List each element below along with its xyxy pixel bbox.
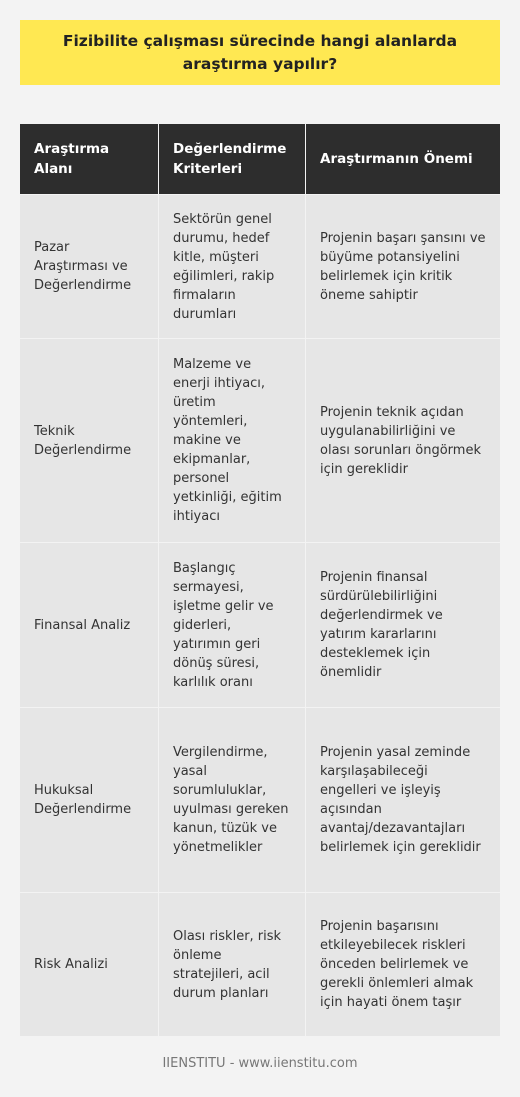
table-cell-criteria: Sektörün genel durumu, hedef kitle, müşteri eğilimleri, rakip firmaların durumları (159, 195, 306, 338)
table-cell-area: Pazar Araştırması ve Değerlendirme (20, 195, 159, 338)
table-cell-importance: Projenin başarı şansını ve büyüme potansiyelini belirlemek için kritik öneme sahiptir (306, 195, 500, 338)
header-cell-importance: Araştırmanın Önemi (306, 124, 500, 194)
table-cell-importance: Projenin başarısını etkileyebilecek riskleri önceden belirlemek ve gerekli önlemleri almak için hayati önem taşır (306, 893, 500, 1036)
table-cell-area: Teknik Değerlendirme (20, 339, 159, 542)
table-cell-criteria: Vergilendirme, yasal sorumluluklar, uyulması gereken kanun, tüzük ve yönetmelikler (159, 708, 306, 892)
research-table (20, 124, 500, 1036)
table-cell-criteria: Olası riskler, risk önleme stratejileri, acil durum planları (159, 893, 306, 1036)
table-row (20, 338, 500, 542)
table-cell-importance: Projenin finansal sürdürülebilirliğini değerlendirmek ve yatırım kararlarını desteklemek için önemlidir (306, 543, 500, 707)
table-row (20, 707, 500, 892)
table-cell-area: Risk Analizi (20, 893, 159, 1036)
table-header-row (20, 124, 500, 194)
page-title: Fizibilite çalışması sürecinde hangi alanlarda araştırma yapılır? (20, 20, 500, 85)
table-cell-area: Hukuksal Değerlendirme (20, 708, 159, 892)
table-row (20, 542, 500, 707)
header-cell-area: Araştırma Alanı (20, 124, 159, 194)
table-cell-importance: Projenin teknik açıdan uygulanabilirliğini ve olası sorunları öngörmek için gereklidir (306, 339, 500, 542)
header-cell-criteria: Değerlendirme Kriterleri (159, 124, 306, 194)
footer-credit: IIENSTITU - www.iienstitu.com (162, 1056, 358, 1071)
table-cell-area: Finansal Analiz (20, 543, 159, 707)
table-row (20, 194, 500, 338)
table-row (20, 892, 500, 1036)
table-cell-criteria: Başlangıç sermayesi, işletme gelir ve giderleri, yatırımın geri dönüş süresi, karlılık oranı (159, 543, 306, 707)
table-cell-criteria: Malzeme ve enerji ihtiyacı, üretim yöntemleri, makine ve ekipmanlar, personel yetkinliği, eğitim ihtiyacı (159, 339, 306, 542)
table-cell-importance: Projenin yasal zeminde karşılaşabileceği engelleri ve işleyiş açısından avantaj/dezavantajları belirlemek için gereklidir (306, 708, 500, 892)
